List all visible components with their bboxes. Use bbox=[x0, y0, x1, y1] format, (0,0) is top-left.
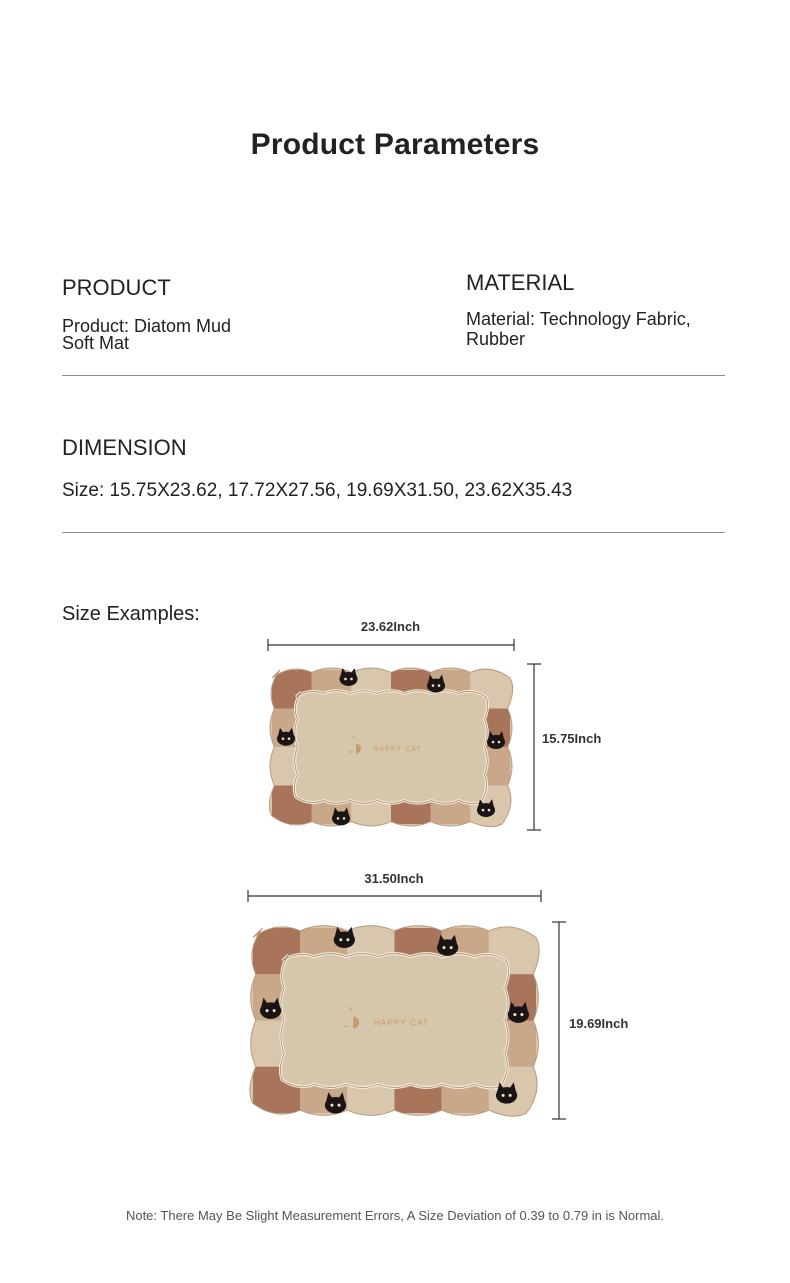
mat1-height-label: 15.75Inch bbox=[542, 731, 602, 746]
mat2-image bbox=[247, 922, 542, 1119]
mat-logo-text: HAPPY CAT bbox=[373, 746, 422, 754]
divider bbox=[62, 375, 725, 376]
dimension-value: Size: 15.75X23.62, 17.72X27.56, 19.69X31.50, 23.62X35.43 bbox=[62, 480, 573, 501]
product-value-line1: Product: Diatom Mud bbox=[62, 316, 232, 336]
material-value-line1: Material: Technology Fabric, bbox=[466, 309, 691, 329]
cat-icon bbox=[340, 668, 358, 686]
mat2-height-label: 19.69Inch bbox=[569, 1016, 629, 1031]
page-title: Product Parameters bbox=[250, 128, 540, 161]
mat-logo-text: HAPPY CAT bbox=[373, 1018, 429, 1028]
mat2-width-label: 31.50Inch bbox=[364, 871, 424, 886]
mat1-image bbox=[266, 664, 516, 830]
mat1-width-dimension-line bbox=[266, 638, 516, 652]
footnote: Note: There May Be Slight Measurement Errors, A Size Deviation of 0.39 to 0.79 in is Normal. bbox=[125, 1208, 665, 1223]
product-heading: PRODUCT bbox=[62, 275, 171, 300]
divider bbox=[62, 532, 725, 533]
product-value-line2: Soft Mat bbox=[62, 333, 130, 353]
mat1-height-dimension-line bbox=[526, 663, 542, 831]
mat2-width-dimension-line bbox=[246, 889, 543, 903]
dimension-heading: DIMENSION bbox=[62, 435, 187, 460]
material-heading: MATERIAL bbox=[466, 270, 575, 295]
mat2-height-dimension-line bbox=[551, 921, 567, 1120]
material-value-line2: Rubber bbox=[466, 329, 526, 349]
mat1-width-label: 23.62Inch bbox=[360, 619, 421, 634]
size-examples-heading: Size Examples: bbox=[62, 603, 200, 625]
